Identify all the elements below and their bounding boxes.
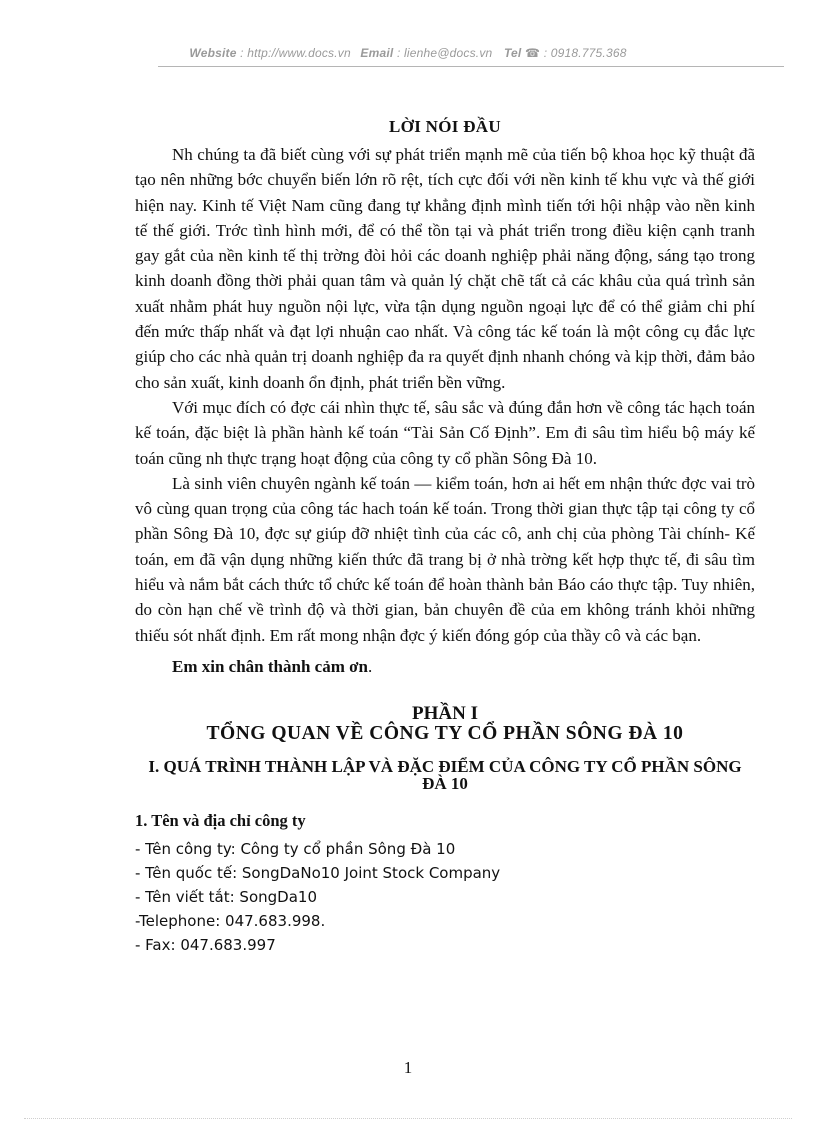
header-divider	[158, 66, 784, 67]
thanks-period: .	[367, 656, 373, 676]
website-value[interactable]: : http://www.docs.vn	[240, 46, 351, 60]
document-body	[135, 112, 755, 957]
email-value[interactable]: : lienhe@docs.vn	[396, 46, 493, 60]
section-heading: I. QUÁ TRÌNH THÀNH LẬP VÀ ĐẶC ĐIỂM CỦA CÔNG TY CỔ PHẦN SÔNG ĐÀ 10	[148, 756, 742, 793]
list-item: - Fax: 047.683.997	[135, 935, 276, 954]
part-label: PHẦN I	[412, 702, 478, 724]
tel-label: Tel ☎	[503, 46, 541, 60]
closing-thanks	[135, 654, 755, 680]
email-label: Email	[360, 46, 394, 60]
list-item: - Tên quốc tế: SongDaNo10 Joint Stock Company	[135, 863, 501, 882]
thanks-text: Em xin chân thành cảm ơn	[172, 656, 368, 676]
page-title: LỜI NÓI ĐẦU	[389, 117, 501, 136]
page-header	[0, 46, 816, 60]
footer-divider	[24, 1118, 792, 1119]
company-info-list	[135, 837, 755, 957]
page-number: 1	[403, 1058, 413, 1077]
list-item: - Tên công ty: Công ty cổ phần Sông Đà 10	[135, 839, 456, 858]
tel-value: : 0918.775.368	[543, 46, 627, 60]
subsection-heading: 1. Tên và địa chỉ công ty	[135, 810, 306, 830]
paragraph-1: Nh chúng ta đã biết cùng với sự phát triển mạnh mẽ của tiến bộ khoa học kỹ thuật đã tạo nên những bớc chuyển biến lớn rõ rệt, tích cực đối với nền kinh tế khu vực và thế giới hiện nay. Kinh tế Việt Nam cũng đang tự khẳng định mình tiến tới hội nhập vào nền kinh tế thế giới. Trớc tình hình mới, để có thể tồn tại và phát triển trong điều kiện cạnh tranh gay gắt của nền kinh tế thị trờng đòi hỏi các doanh nghiệp phải năng động, sáng tạo trong kinh doanh đồng thời phải quan tâm và quản lý chặt chẽ tất cả các khâu của quá trình sản xuất nhằm phát huy nguồn nội lực, vừa tận dụng nguồn ngoại lực để có thể giảm chi phí đến mức thấp nhất và đạt lợi nhuận cao nhất. Và công tác kế toán là một công cụ đắc lực giúp cho các nhà quản trị doanh nghiệp đa ra quyết định nhanh chóng và kịp thời, đảm bảo cho sản xuất, kinh doanh ổn định, phát triển bền vững.	[135, 145, 755, 392]
part-title: TỔNG QUAN VỀ CÔNG TY CỔ PHẦN SÔNG ĐÀ 10	[206, 722, 684, 744]
list-item: -Telephone: 047.683.998.	[135, 911, 326, 930]
website-label: Website	[189, 46, 237, 60]
list-item: - Tên viết tắt: SongDa10	[135, 887, 317, 906]
paragraph-2: Với mục đích có đợc cái nhìn thực tế, sâu sắc và đúng đắn hơn về công tác hạch toán kế toán, đặc biệt là phần hành kế toán “Tài Sản Cố Định”. Em đi sâu tìm hiểu bộ máy kế toán cũng nh thực trạng hoạt động của công ty cổ phần Sông Đà 10.	[135, 397, 755, 468]
paragraph-3: Là sinh viên chuyên ngành kế toán — kiểm toán, hơn ai hết em nhận thức đợc vai trò vô cùng quan trọng của công tác hach toán kế toán. Trong thời gian thực tập tại công ty cổ phần Sông Đà 10, đợc sự giúp đỡ nhiệt tình của các cô, anh chị của phòng Tài chính- Kế toán, em đã vận dụng những kiến thức đã trang bị ở nhà trờng kết hợp thực tế, đi sâu tìm hiểu và nắm bắt cách thức tổ chức kế toán để hoàn thành bản Báo cáo thực tập. Tuy nhiên, do còn hạn chế về trình độ và thời gian, bản chuyên đề của em không tránh khỏi những thiếu sót nhất định. Em rất mong nhận đợc ý kiến đóng góp của thầy cô và các bạn.	[135, 473, 755, 645]
